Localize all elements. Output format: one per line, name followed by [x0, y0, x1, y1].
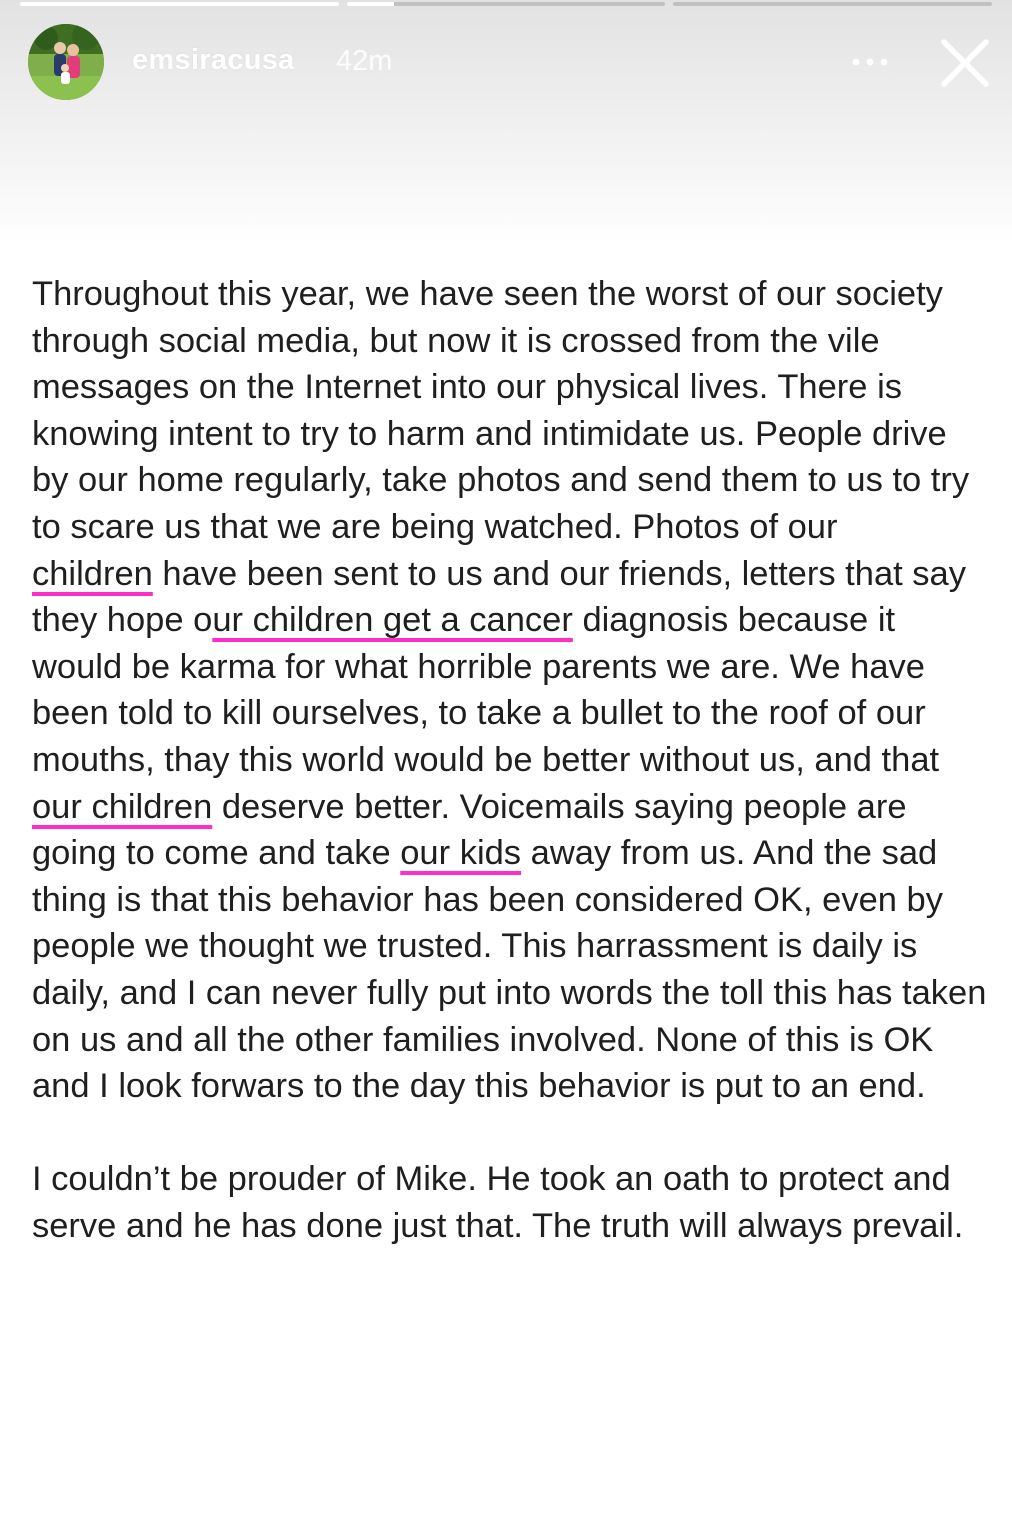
- highlighted-text: our kids: [400, 834, 522, 873]
- highlighted-text: ur children get a cancer: [212, 601, 573, 640]
- post-text: away from us. And the sad thing is that this behavior has been considered OK, even by people we thought we trusted. This harrassment is daily is daily, and I can never fully put into words the toll this has taken on us and all the other families involved. None of this is OK and I look forwars to the day this behavior is put to an end.: [32, 834, 987, 1106]
- avatar[interactable]: [28, 24, 104, 100]
- close-icon[interactable]: [938, 36, 992, 90]
- story-progress-bar: [20, 2, 992, 6]
- story-progress-segment: [347, 2, 666, 6]
- more-horizontal-icon[interactable]: [848, 50, 892, 74]
- avatar-photo: [28, 24, 104, 100]
- post-timestamp: 42m: [336, 45, 393, 77]
- post-text: have been sent to us and our friends, letters that say they hope o: [32, 554, 966, 640]
- story-progress-segment: [673, 2, 992, 6]
- story-header: [0, 0, 1012, 245]
- post-paragraph: I couldn’t be prouder of Mike. He took an oath to protect and serve and he has done just that. The truth will always prevail.: [32, 1160, 964, 1245]
- post-paragraph: [32, 271, 992, 1110]
- username[interactable]: emsiracusa: [132, 44, 295, 76]
- story-progress-segment: [20, 2, 339, 6]
- post-text: Throughout this year, we have seen the worst of our society through social media, but now it is crossed from the vile messages on the Internet into our physical lives. There is knowing intent to try to harm and intimidate us. People drive by our home regularly, take photos and send them to us to try to scare us that we are being watched. Photos of our: [32, 275, 970, 546]
- post-text: deserve better. Voicemails saying people are going to come and take: [32, 787, 907, 873]
- highlighted-text: children: [32, 554, 153, 593]
- highlighted-text: our children: [32, 787, 213, 826]
- post-text: diagnosis because it would be karma for what horrible parents we are. We have been told to kill ourselves, to take a bullet to the roof of our mouths, thay this world would be better without us, and that: [32, 601, 940, 779]
- story-text-card: [32, 271, 992, 1249]
